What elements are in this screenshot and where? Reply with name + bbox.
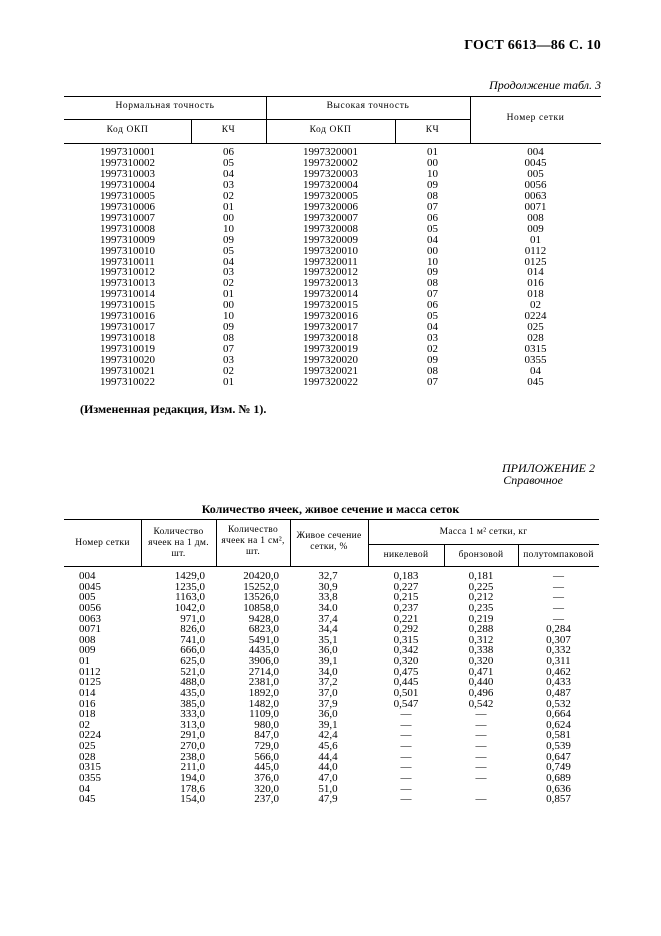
table-continuation-label: Продолжение табл. 3 — [489, 78, 601, 92]
cell-sieve-number: 0125 — [79, 676, 101, 689]
cell-kch-high: 08 — [427, 365, 438, 377]
header-cells-per-cm2: Количество ячеек на 1 см², шт. — [221, 525, 285, 557]
cell-sieve-number: 0355 — [524, 354, 547, 367]
cell-mass-tombac: — — [553, 591, 564, 604]
cell-sieve-number: 008 — [79, 633, 96, 646]
cell-kch-normal: 02 — [223, 189, 234, 202]
cell-okp-high: 1997320020 — [303, 354, 358, 367]
cell-okp-high: 1997320003 — [303, 167, 358, 180]
cell-sieve-number: 01 — [530, 233, 541, 246]
cell-okp-normal: 1997310021 — [100, 365, 155, 377]
cell-mass-bronze: 0,219 — [468, 612, 494, 625]
cell-cells-per-cm2: 566,0 — [254, 750, 279, 763]
cell-kch-normal: 02 — [223, 365, 234, 377]
cell-mass-bronze: — — [475, 761, 487, 774]
cell-mass-bronze: 0,312 — [468, 633, 494, 646]
cell-sieve-number: 018 — [527, 288, 544, 301]
cell-kch-normal: 08 — [223, 332, 234, 345]
header-okp-normal: Код ОКП — [106, 125, 149, 135]
cell-open-area: 33,8 — [318, 591, 338, 604]
cell-okp-normal: 1997310013 — [100, 277, 155, 290]
cell-mass-tombac: — — [553, 612, 564, 625]
cell-sieve-number: 0224 — [524, 310, 547, 323]
cell-okp-normal: 1997310008 — [100, 222, 155, 235]
cell-cells-per-dm: 1235,0 — [174, 580, 205, 593]
cell-mass-nickel: 0,342 — [393, 644, 419, 657]
cell-mass-nickel: 0,475 — [393, 665, 419, 678]
cell-okp-normal: 1997310020 — [100, 354, 155, 367]
cell-open-area: 37,0 — [318, 686, 338, 699]
cell-cells-per-dm: 385,0 — [180, 697, 205, 710]
cell-open-area: 32,7 — [318, 570, 338, 582]
cell-okp-high: 1997320006 — [303, 200, 358, 213]
cell-mass-bronze: — — [475, 793, 487, 806]
cell-okp-normal: 1997310010 — [100, 244, 155, 257]
cell-cells-per-cm2: 1482,0 — [248, 697, 279, 710]
cell-open-area: 34,4 — [318, 623, 338, 636]
cell-okp-normal: 1997310005 — [100, 189, 155, 202]
cell-okp-normal: 1997310004 — [100, 178, 155, 191]
cell-cells-per-cm2: 20420,0 — [243, 570, 279, 582]
cell-mass-bronze: — — [475, 750, 487, 763]
cell-okp-high: 1997320011 — [303, 255, 358, 268]
cell-sieve-number: 0315 — [79, 761, 101, 774]
cell-sieve-number: 0056 — [79, 601, 101, 614]
cell-open-area: 37,2 — [318, 676, 338, 689]
cell-sieve-number: 045 — [79, 793, 96, 806]
cell-mass-tombac: 0,647 — [546, 750, 571, 763]
cell-cells-per-cm2: 1109,0 — [249, 708, 279, 721]
cell-kch-high: 03 — [427, 332, 438, 345]
cell-sieve-number: 009 — [527, 222, 544, 235]
cell-sieve-number: 0112 — [79, 665, 101, 678]
cell-mass-bronze: — — [475, 729, 487, 742]
cell-okp-normal: 1997310002 — [100, 156, 155, 169]
cell-mass-nickel: — — [400, 771, 412, 784]
header-high-accuracy: Высокая точность — [326, 101, 410, 111]
cell-open-area: 37,4 — [318, 612, 338, 625]
cell-kch-normal: 05 — [223, 156, 234, 169]
cell-cells-per-dm: 194,0 — [180, 771, 205, 784]
appendix-label: ПРИЛОЖЕНИЕ 2 — [502, 461, 595, 475]
cell-mass-nickel: — — [400, 782, 412, 795]
cell-mass-tombac: — — [553, 580, 564, 593]
cell-kch-high: 05 — [427, 222, 438, 235]
cell-open-area: 42,4 — [318, 729, 338, 742]
cell-mass-bronze: 0,181 — [468, 570, 494, 582]
cell-cells-per-cm2: 320,0 — [254, 782, 279, 795]
cell-cells-per-cm2: 15252,0 — [243, 580, 279, 593]
cell-mass-nickel: 0,292 — [393, 623, 419, 636]
cell-kch-normal: 03 — [223, 354, 234, 367]
cell-cells-per-dm: 270,0 — [180, 740, 205, 753]
cell-okp-high: 1997320013 — [303, 277, 358, 290]
cell-kch-normal: 09 — [223, 321, 234, 334]
cell-okp-normal: 1997310022 — [100, 375, 155, 388]
cell-cells-per-dm: 741,0 — [180, 633, 205, 646]
cell-sieve-number: 0112 — [524, 244, 547, 257]
header-kch-normal: КЧ — [221, 125, 236, 135]
cell-cells-per-dm: 333,0 — [180, 708, 205, 721]
cell-kch-high: 07 — [427, 200, 438, 213]
header-mass-per-m2: Масса 1 м² сетки, кг — [439, 527, 528, 537]
header-sieve-number: Номер сетки — [75, 538, 130, 548]
page-header: ГОСТ 6613—86 С. 10 — [464, 38, 601, 53]
cell-sieve-number: 04 — [530, 365, 541, 377]
cell-sieve-number: 016 — [79, 697, 96, 710]
cell-mass-nickel: 0,183 — [393, 570, 419, 582]
cell-mass-bronze: 0,440 — [468, 676, 494, 689]
cell-mass-tombac: 0,581 — [546, 729, 571, 742]
cell-okp-high: 1997320014 — [303, 288, 358, 301]
cell-cells-per-dm: 826,0 — [180, 623, 205, 636]
cell-kch-high: 09 — [427, 354, 438, 367]
cell-mass-bronze: 0,496 — [468, 686, 494, 699]
cell-okp-high: 1997320010 — [303, 244, 358, 257]
cell-sieve-number: 01 — [79, 655, 90, 668]
cell-cells-per-dm: 1163,0 — [175, 591, 205, 604]
cell-sieve-number: 016 — [527, 277, 544, 290]
cell-okp-normal: 1997310006 — [100, 200, 155, 213]
cell-kch-normal: 00 — [223, 299, 234, 312]
cell-mass-bronze: 0,338 — [468, 644, 494, 657]
cell-open-area: 47,9 — [318, 793, 338, 806]
cell-sieve-number: 0355 — [79, 771, 101, 784]
appendix-table-title: Количество ячеек, живое сечение и масса сеток — [201, 502, 460, 516]
cell-kch-high: 09 — [427, 266, 438, 279]
cell-mass-tombac: 0,749 — [546, 761, 571, 774]
cell-open-area: 37,9 — [318, 697, 338, 710]
cell-kch-high: 07 — [427, 375, 438, 388]
cell-cells-per-dm: 313,0 — [180, 718, 205, 731]
cell-kch-normal: 01 — [223, 288, 234, 301]
cell-open-area: 44,0 — [318, 761, 338, 774]
cell-mass-bronze: 0,320 — [468, 655, 494, 668]
cell-open-area: 34,0 — [318, 665, 338, 678]
cell-okp-high: 1997320002 — [303, 156, 358, 169]
cell-okp-high: 1997320019 — [303, 343, 358, 356]
cell-cells-per-cm2: 4435,0 — [248, 644, 279, 657]
cell-kch-high: 08 — [427, 189, 438, 202]
cell-sieve-number: 0125 — [524, 255, 547, 268]
cell-mass-bronze: 0,288 — [468, 623, 494, 636]
cell-cells-per-dm: 971,0 — [180, 612, 205, 625]
cell-mass-nickel: 0,221 — [393, 612, 419, 625]
table-header-rule — [64, 143, 601, 144]
cell-cells-per-cm2: 10858,0 — [243, 601, 279, 614]
cell-cells-per-cm2: 5491,0 — [248, 633, 279, 646]
cell-mass-nickel: 0,215 — [393, 591, 419, 604]
cell-okp-high: 1997320001 — [303, 146, 358, 158]
cell-kch-normal: 10 — [223, 310, 234, 323]
cell-open-area: 36,0 — [318, 644, 338, 657]
cell-kch-high: 10 — [427, 167, 438, 180]
cell-cells-per-dm: 291,0 — [180, 729, 205, 742]
cell-mass-tombac: — — [553, 601, 564, 614]
cell-mass-tombac: 0,539 — [546, 740, 571, 753]
header-open-area: Живое сечение сетки, % — [296, 531, 362, 552]
cell-mass-nickel: — — [400, 740, 412, 753]
cell-cells-per-dm: 238,0 — [180, 750, 205, 763]
cell-kch-high: 06 — [427, 211, 438, 224]
cell-open-area: 34.0 — [318, 601, 338, 614]
cell-cells-per-dm: 666,0 — [180, 644, 205, 657]
cell-mass-nickel: 0,315 — [393, 633, 419, 646]
cell-mass-tombac: 0,689 — [546, 771, 571, 784]
cell-okp-normal: 1997310011 — [100, 255, 155, 268]
cell-okp-normal: 1997310019 — [100, 343, 155, 356]
cell-okp-normal: 1997310007 — [100, 211, 155, 224]
cell-kch-high: 02 — [427, 343, 438, 356]
cell-kch-high: 07 — [427, 288, 438, 301]
table-header-rule — [64, 566, 599, 567]
cell-sieve-number: 018 — [79, 708, 96, 721]
cell-kch-high: 00 — [427, 156, 438, 169]
cell-okp-high: 1997320008 — [303, 222, 358, 235]
cell-mass-nickel: 0,237 — [393, 601, 419, 614]
cell-open-area: 36,0 — [318, 708, 338, 721]
cell-sieve-number: 045 — [527, 375, 544, 388]
cell-okp-high: 1997320015 — [303, 299, 358, 312]
cell-mass-tombac: 0,624 — [546, 718, 571, 731]
cell-mass-tombac: 0,462 — [546, 665, 571, 678]
header-kch-high: КЧ — [425, 125, 440, 135]
cell-okp-high: 1997320017 — [303, 321, 358, 334]
cell-cells-per-dm: 154,0 — [180, 793, 205, 806]
cell-okp-normal: 1997310014 — [100, 288, 155, 301]
cell-cells-per-dm: 211,0 — [180, 761, 205, 774]
cell-okp-normal: 1997310009 — [100, 233, 155, 246]
cell-sieve-number: 004 — [527, 146, 544, 158]
table-top-rule — [64, 96, 601, 97]
cell-open-area: 39,1 — [318, 655, 338, 668]
cell-mass-bronze: 0,235 — [468, 601, 494, 614]
cell-sieve-number: 009 — [79, 644, 96, 657]
cell-mass-tombac: 0,487 — [546, 686, 571, 699]
cell-mass-tombac: 0,532 — [546, 697, 571, 710]
cell-mass-nickel: 0,320 — [393, 655, 419, 668]
cell-sieve-number: 0224 — [79, 729, 101, 742]
cell-cells-per-cm2: 3906,0 — [248, 655, 279, 668]
appendix-kind: Справочное — [503, 473, 563, 487]
cell-kch-normal: 07 — [223, 343, 234, 356]
cell-cells-per-cm2: 237,0 — [254, 793, 279, 806]
cell-open-area: 39,1 — [318, 718, 338, 731]
cell-mass-tombac: 0,307 — [546, 633, 571, 646]
cell-okp-normal: 1997310015 — [100, 299, 155, 312]
cell-cells-per-dm: 488,0 — [180, 676, 205, 689]
cell-okp-normal: 1997310003 — [100, 167, 155, 180]
cell-kch-high: 10 — [427, 255, 438, 268]
cell-mass-nickel: — — [400, 750, 412, 763]
cell-kch-high: 05 — [427, 310, 438, 323]
cell-cells-per-dm: 435,0 — [180, 686, 205, 699]
cell-kch-high: 01 — [427, 146, 438, 158]
cell-mass-tombac: 0,664 — [546, 708, 571, 721]
cell-mass-bronze: 0,542 — [468, 697, 494, 710]
cell-kch-normal: 03 — [223, 178, 234, 191]
cell-kch-high: 00 — [427, 244, 438, 257]
cell-mass-tombac: 0,857 — [546, 793, 571, 806]
cell-sieve-number: 0071 — [79, 623, 101, 636]
cell-open-area: 30,9 — [318, 580, 338, 593]
cell-kch-normal: 01 — [223, 375, 234, 388]
header-sieve-number: Номер сетки — [506, 113, 565, 123]
amendment-note: (Измененная редакция, Изм. № 1). — [80, 402, 267, 416]
cell-cells-per-cm2: 980,0 — [254, 718, 279, 731]
cell-sieve-number: 0071 — [524, 200, 547, 213]
header-cells-per-dm: Количество ячеек на 1 дм. шт. — [148, 527, 209, 559]
cell-sieve-number: 025 — [527, 321, 544, 334]
cell-kch-normal: 06 — [223, 146, 234, 158]
cell-cells-per-cm2: 1892,0 — [248, 686, 279, 699]
cell-sieve-number: 014 — [527, 266, 544, 279]
cell-sieve-number: 014 — [79, 686, 96, 699]
cell-kch-high: 06 — [427, 299, 438, 312]
cell-okp-high: 1997320009 — [303, 233, 358, 246]
cell-sieve-number: 02 — [530, 299, 541, 312]
cell-sieve-number: 0045 — [79, 580, 101, 593]
cell-mass-nickel: — — [400, 793, 412, 806]
header-nickel: никелевой — [383, 550, 429, 560]
cell-sieve-number: 0063 — [524, 189, 547, 202]
cell-okp-high: 1997320021 — [303, 365, 358, 377]
cell-sieve-number: 005 — [527, 167, 544, 180]
cell-sieve-number: 0056 — [524, 178, 547, 191]
cell-kch-normal: 00 — [223, 211, 234, 224]
cell-sieve-number: 02 — [79, 718, 90, 731]
cell-cells-per-cm2: 13526,0 — [243, 591, 279, 604]
cell-okp-high: 1997320018 — [303, 332, 358, 345]
cell-sieve-number: 0045 — [524, 156, 547, 169]
cell-mass-bronze: 0,225 — [468, 580, 494, 593]
cell-okp-normal: 1997310016 — [100, 310, 155, 323]
cell-cells-per-cm2: 729,0 — [254, 740, 279, 753]
cell-kch-high: 04 — [427, 321, 438, 334]
cell-cells-per-dm: 625,0 — [180, 655, 205, 668]
cell-mass-nickel: 0,501 — [393, 686, 419, 699]
cell-kch-normal: 04 — [223, 167, 234, 180]
cell-mass-bronze: 0,212 — [468, 591, 494, 604]
cell-kch-high: 04 — [427, 233, 438, 246]
cell-mass-bronze: — — [475, 708, 487, 721]
cell-cells-per-dm: 1429,0 — [174, 570, 205, 582]
cell-kch-high: 09 — [427, 178, 438, 191]
cell-cells-per-cm2: 6823,0 — [248, 623, 279, 636]
header-bronze: бронзовой — [458, 550, 504, 560]
cell-okp-normal: 1997310017 — [100, 321, 155, 334]
table-mid-rule — [64, 119, 470, 120]
cell-open-area: 35,1 — [318, 633, 338, 646]
cell-sieve-number: 008 — [527, 211, 544, 224]
cell-mass-bronze: — — [475, 771, 487, 784]
cell-cells-per-cm2: 847,0 — [254, 729, 279, 742]
cell-mass-nickel: — — [400, 761, 412, 774]
cell-open-area: 44,4 — [318, 750, 338, 763]
cell-mass-bronze: — — [475, 740, 487, 753]
cell-kch-normal: 09 — [223, 233, 234, 246]
cell-okp-normal: 1997310001 — [100, 146, 155, 158]
cell-mass-tombac: 0,284 — [546, 623, 571, 636]
cell-mass-tombac: 0,311 — [546, 655, 571, 668]
cell-sieve-number: 005 — [79, 591, 96, 604]
cell-open-area: 45,6 — [318, 740, 338, 753]
cell-okp-high: 1997320007 — [303, 211, 358, 224]
cell-kch-high: 08 — [427, 277, 438, 290]
cell-kch-normal: 05 — [223, 244, 234, 257]
cell-kch-normal: 01 — [223, 200, 234, 213]
cell-sieve-number: 025 — [79, 740, 96, 753]
cell-cells-per-dm: 178,6 — [180, 782, 205, 795]
cell-mass-bronze: 0,471 — [468, 665, 494, 678]
cell-sieve-number: 028 — [527, 332, 544, 345]
cell-mass-nickel: 0,547 — [393, 697, 419, 710]
cell-open-area: 51,0 — [318, 782, 338, 795]
cell-cells-per-dm: 521,0 — [180, 665, 205, 678]
cell-cells-per-cm2: 2381,0 — [248, 676, 279, 689]
cell-mass-tombac: — — [553, 570, 564, 582]
cell-okp-high: 1997320016 — [303, 310, 358, 323]
table-mid-rule — [368, 544, 599, 545]
cell-mass-tombac: 0,332 — [546, 644, 571, 657]
cell-cells-per-cm2: 376,0 — [254, 771, 279, 784]
cell-mass-nickel: — — [400, 729, 412, 742]
cell-mass-nickel: — — [400, 718, 412, 731]
cell-kch-normal: 03 — [223, 266, 234, 279]
cell-okp-normal: 1997310012 — [100, 266, 155, 279]
cell-mass-tombac: 0,636 — [546, 782, 571, 795]
header-normal-accuracy: Нормальная точность — [115, 101, 215, 111]
cell-cells-per-dm: 1042,0 — [174, 601, 205, 614]
table-top-rule — [64, 519, 599, 520]
cell-okp-high: 1997320005 — [303, 189, 358, 202]
cell-mass-bronze: — — [475, 718, 487, 731]
cell-kch-normal: 02 — [223, 277, 234, 290]
cell-open-area: 47,0 — [318, 771, 338, 784]
cell-sieve-number: 0063 — [79, 612, 101, 625]
cell-mass-tombac: 0,433 — [546, 676, 571, 689]
cell-kch-normal: 10 — [223, 222, 234, 235]
cell-cells-per-cm2: 445,0 — [254, 761, 279, 774]
cell-okp-high: 1997320012 — [303, 266, 358, 279]
cell-mass-nickel: 0,227 — [393, 580, 419, 593]
header-tombac: полутомпаковой — [523, 550, 594, 560]
cell-sieve-number: 004 — [79, 570, 96, 582]
cell-mass-nickel: — — [400, 708, 412, 721]
cell-cells-per-cm2: 2714,0 — [248, 665, 279, 678]
cell-sieve-number: 04 — [79, 782, 90, 795]
cell-sieve-number: 0315 — [524, 343, 547, 356]
cell-okp-high: 1997320022 — [303, 375, 358, 388]
cell-mass-nickel: 0,445 — [393, 676, 419, 689]
cell-sieve-number: 028 — [79, 750, 96, 763]
cell-okp-normal: 1997310018 — [100, 332, 155, 345]
cell-okp-high: 1997320004 — [303, 178, 358, 191]
header-okp-high: Код ОКП — [309, 125, 352, 135]
cell-kch-normal: 04 — [223, 255, 234, 268]
cell-cells-per-cm2: 9428,0 — [248, 612, 279, 625]
